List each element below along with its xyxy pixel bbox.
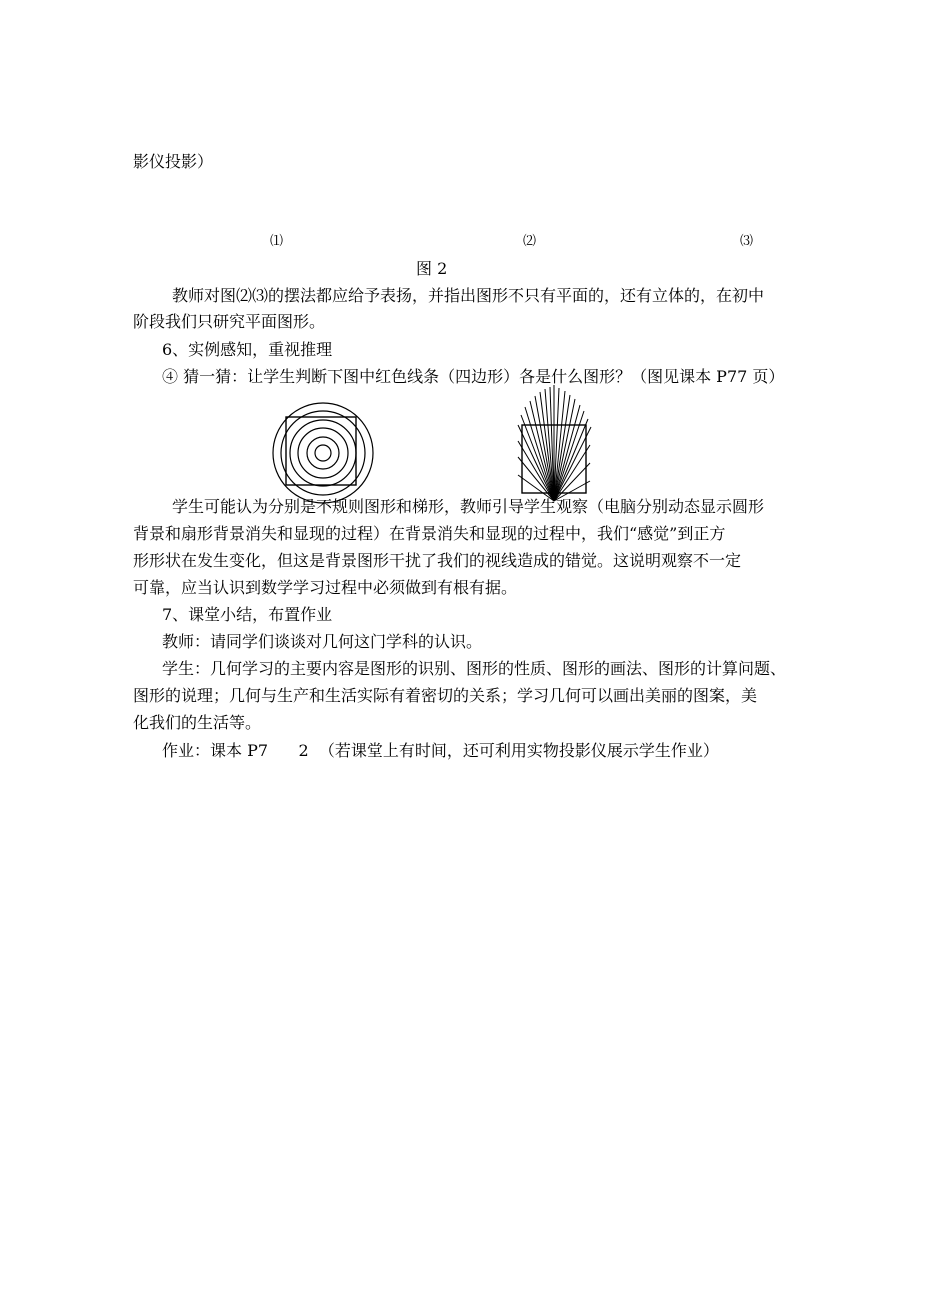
paragraph-2-line-4: 可靠，应当认识到数学学习过程中必须做到有根有据。 xyxy=(133,578,518,597)
paragraph-2-line-2: 背景和扇形背景消失和显现的过程）在背景消失和显现的过程中，我们“感觉”到正方 xyxy=(133,524,726,543)
paragraph-1-line-2: 阶段我们只研究平面图形。 xyxy=(133,312,326,331)
student-line-3: 化我们的生活等。 xyxy=(133,713,262,732)
section-7-heading: 7、课堂小结，布置作业 xyxy=(162,605,333,624)
student-line-1: 学生：几何学习的主要内容是图形的识别、图形的性质、图形的画法、图形的计算问题、 xyxy=(162,659,787,678)
paragraph-2-line-3: 形形状在发生变化，但这是背景图形干扰了我们的视线造成的错觉。这说明观察不一定 xyxy=(133,551,742,570)
figure-label-3: ⑶ xyxy=(740,234,754,249)
teacher-line: 教师：请同学们谈谈对几何这门学科的认识。 xyxy=(162,632,483,651)
paragraph-1-line-1: 教师对图⑵⑶的摆法都应给予表扬，并指出图形不只有平面的，还有立体的，在初中 xyxy=(172,286,765,305)
student-line-2: 图形的说理；几何与生产和生活实际有着密切的关系；学习几何可以画出美丽的图案，美 xyxy=(133,686,758,705)
top-line: 影仪投影） xyxy=(133,152,214,171)
homework-line: 作业：课本 P7 2 （若课堂上有时间，还可利用实物投影仪展示学生作业） xyxy=(162,741,719,760)
figure-label-2: ⑵ xyxy=(523,234,537,249)
guess-line: ④ 猜一猜：让学生判断下图中红色线条（四边形）各是什么图形？（图见课本 P77 页） xyxy=(162,367,785,386)
concentric-circles-figure xyxy=(266,399,376,509)
paragraph-2-line-1: 学生可能认为分别是不规则图形和梯形，教师引导学生观察（电脑分别动态显示圆形 xyxy=(172,497,765,516)
figure-caption: 图 2 xyxy=(416,259,448,278)
figure-label-1: ⑴ xyxy=(270,234,284,249)
fan-rays-figure xyxy=(512,385,612,505)
section-6-heading: 6、实例感知，重视推理 xyxy=(162,340,333,359)
